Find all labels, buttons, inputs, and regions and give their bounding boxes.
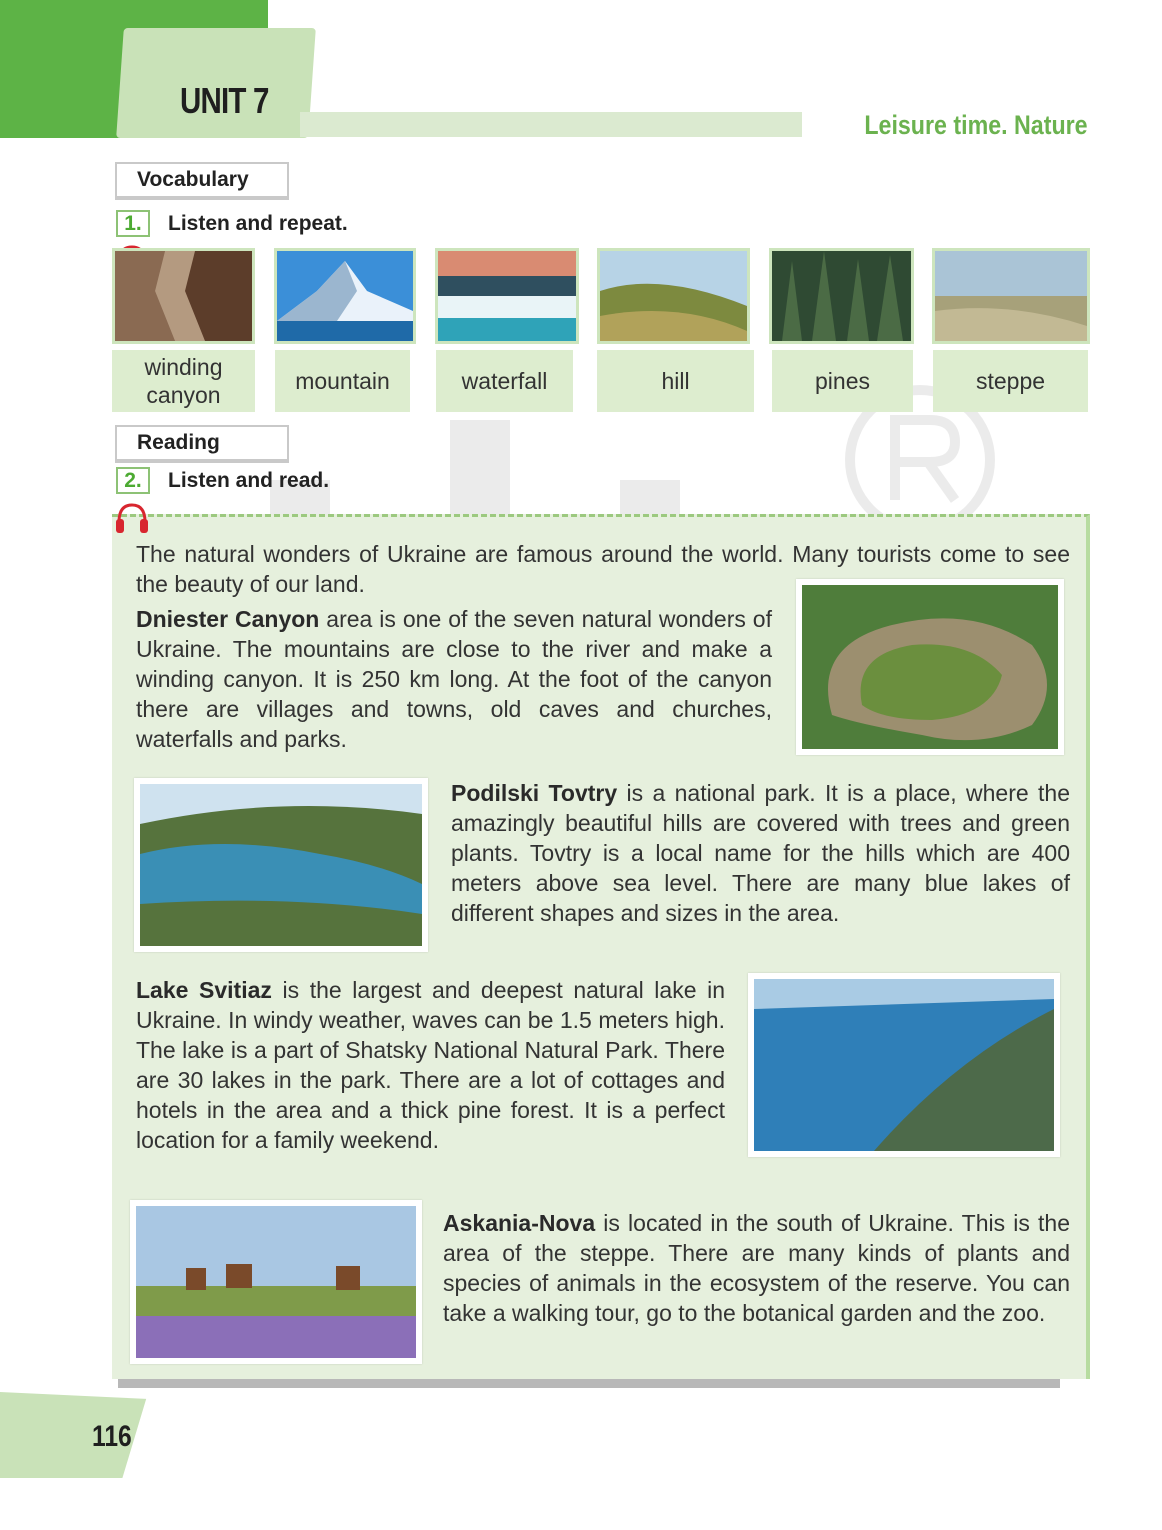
vocab-image-winding-canyon xyxy=(112,248,255,344)
paragraph-text: area is one of the seven natural wonders of Ukraine. The mountains are close to the river and make a winding canyon. It is 250 km long. At the foot of the canyon there are villages and towns, old caves and churches, waterfalls and parks. xyxy=(136,606,772,752)
section-label-reading: Reading xyxy=(115,425,289,463)
page-number-tab xyxy=(0,1392,170,1478)
paragraph-title: Lake Svitiaz xyxy=(136,977,272,1003)
vocab-image-hill xyxy=(597,248,750,344)
vocab-word-mountain: mountain xyxy=(275,350,410,412)
task-number-2: 2. xyxy=(116,467,150,494)
paragraph-title: Dniester Canyon xyxy=(136,606,320,632)
photo-lake-svitiaz xyxy=(748,973,1060,1157)
vocab-word-winding-canyon: winding canyon xyxy=(112,350,255,412)
vocab-word-hill: hill xyxy=(597,350,754,412)
paragraph-askania-nova xyxy=(443,1208,1070,1328)
paragraph-title: Podilski Tovtry xyxy=(451,780,618,806)
reading-intro: The natural wonders of Ukraine are famous around the world. Many tourists come to see the beauty of our land. xyxy=(136,541,1070,597)
vocab-image-pines xyxy=(769,248,914,344)
vocab-image-waterfall xyxy=(435,248,579,344)
photo-askania-nova xyxy=(130,1200,422,1364)
section-label-vocabulary: Vocabulary xyxy=(115,162,289,200)
vocab-image-mountain xyxy=(274,248,416,344)
vocab-word-waterfall: waterfall xyxy=(436,350,573,412)
unit-title: UNIT 7 xyxy=(180,80,269,121)
photo-dniester-canyon xyxy=(796,579,1064,755)
paragraph-dniester-canyon xyxy=(136,604,772,754)
paragraph-text: is the largest and deepest natural lake in Ukraine. In windy weather, waves can be 1.5 meters high. The lake is a part of Shatsky National Natural Park. There are 30 lakes in the park. There are a lot of cottages and hotels in the area and a thick pine forest. It is a perfect location for a family weekend. xyxy=(136,977,725,1153)
task-instruction-1: Listen and repeat. xyxy=(168,212,348,235)
paragraph-lake-svitiaz xyxy=(136,975,725,1155)
header-bar xyxy=(300,112,802,137)
paragraph-podilski-tovtry xyxy=(451,778,1070,928)
vocab-image-steppe xyxy=(932,248,1090,344)
paragraph-text: is located in the south of Ukraine. This is the area of the steppe. There are many kinds of plants and species of animals in the ecosystem of the reserve. You can take a walking tour, go to the botanical garden and the zoo. xyxy=(443,1210,1070,1326)
paragraph-title: Askania-Nova xyxy=(443,1210,596,1236)
page-number: 116 xyxy=(92,1420,132,1453)
topic-title: Leisure time. Nature xyxy=(864,110,1088,140)
vocab-word-pines: pines xyxy=(772,350,913,412)
headphones-icon[interactable] xyxy=(114,502,150,534)
task-instruction-2: Listen and read. xyxy=(168,469,330,492)
photo-podilski-tovtry xyxy=(134,778,428,952)
paragraph-text: is a national park. It is a place, where the amazingly beautiful hills are covered with trees and green plants. Tovtry is a local name for the hills which are 400 meters above sea level. There are many blue lakes of different shapes and sizes in the area. xyxy=(451,780,1070,926)
vocab-word-steppe: steppe xyxy=(933,350,1088,412)
task-number-1: 1. xyxy=(116,210,150,237)
